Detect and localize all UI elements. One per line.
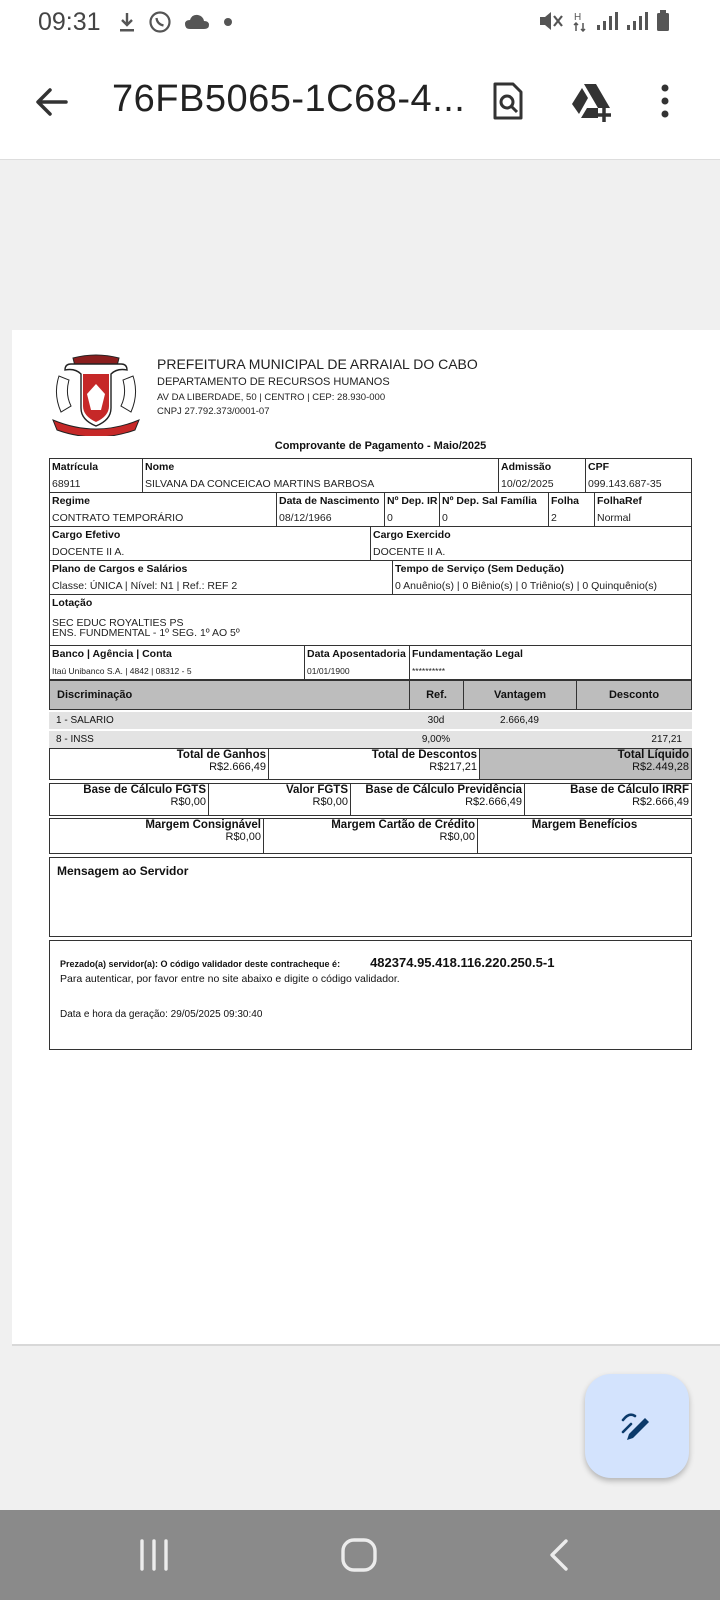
fundamentacao-value: ********** bbox=[412, 666, 446, 676]
org-name: PREFEITURA MUNICIPAL DE ARRAIAL DO CABO bbox=[157, 356, 478, 372]
col-ref: Ref. bbox=[410, 681, 464, 709]
cargo-efetivo-value: DOCENTE II A. bbox=[52, 546, 125, 558]
total-liquido-label: Total Líquido bbox=[617, 749, 689, 761]
prev-base-label: Base de Cálculo Previdência bbox=[365, 784, 522, 796]
generated-timestamp: Data e hora da geração: 29/05/2025 09:30:40 bbox=[60, 1009, 263, 1020]
system-nav-bar bbox=[0, 1510, 720, 1600]
item-desconto bbox=[576, 712, 692, 729]
lotacao-value-2: ENS. FUNDMENTAL - 1º SEG. 1º AO 5º bbox=[52, 627, 240, 639]
nome-label: Nome bbox=[145, 461, 175, 473]
dot-icon bbox=[222, 16, 234, 28]
fgts-valor-value: R$0,00 bbox=[312, 796, 348, 808]
back-arrow-icon[interactable] bbox=[30, 80, 74, 124]
document-header bbox=[49, 348, 692, 438]
app-toolbar bbox=[0, 46, 720, 160]
mute-icon bbox=[538, 10, 564, 32]
col-desconto: Desconto bbox=[608, 689, 660, 701]
matricula-label: Matrícula bbox=[52, 461, 99, 473]
margem-consig-value: R$0,00 bbox=[225, 831, 261, 843]
message-label: Mensagem ao Servidor bbox=[57, 864, 189, 878]
folharef-label: FolhaRef bbox=[597, 495, 642, 507]
dep-sal-label: Nº Dep. Sal Família bbox=[442, 495, 537, 507]
address: AV DA LIBERDADE, 50 | CENTRO | CEP: 28.930-000 bbox=[157, 392, 386, 403]
svg-text:H: H bbox=[574, 12, 582, 23]
aposentadoria-value: 01/01/1900 bbox=[307, 666, 350, 676]
payslip bbox=[49, 348, 692, 1050]
organization-info bbox=[157, 356, 478, 420]
search-document-icon[interactable] bbox=[485, 78, 531, 124]
lotacao-value-1: SEC EDUC ROYALTIES PS bbox=[52, 617, 184, 629]
status-bar bbox=[0, 0, 720, 46]
cpf-value: 099.143.687-35 bbox=[588, 478, 662, 490]
cpf-label: CPF bbox=[588, 461, 609, 473]
payslip-title: Comprovante de Pagamento - Maio/2025 bbox=[274, 440, 487, 452]
item-desc: 1 - SALARIO bbox=[56, 715, 114, 726]
home-icon[interactable] bbox=[335, 1535, 383, 1575]
tempo-value: 0 Anuênio(s) | 0 Biênio(s) | 0 Triênio(s) | 0 Quinquênio(s) bbox=[395, 580, 658, 592]
signal-icon-2 bbox=[626, 11, 648, 31]
matricula-value: 68911 bbox=[52, 478, 81, 490]
whatsapp-icon bbox=[148, 10, 172, 34]
aposentadoria-label: Data Aposentadoria bbox=[307, 648, 406, 660]
more-vert-icon[interactable] bbox=[655, 78, 675, 124]
add-to-drive-icon[interactable] bbox=[568, 78, 614, 124]
nome-value: SILVANA DA CONCEICAO MARTINS BARBOSA bbox=[145, 478, 375, 490]
pdf-page[interactable] bbox=[12, 330, 720, 1346]
signal-icon bbox=[596, 11, 618, 31]
banco-value: Itaú Unibanco S.A. | 4842 | 08312 - 5 bbox=[52, 666, 192, 676]
folha-label: Folha bbox=[551, 495, 579, 507]
col-vantagem: Vantagem bbox=[464, 681, 577, 709]
battery-icon bbox=[656, 10, 670, 32]
table-row bbox=[49, 712, 692, 729]
recent-apps-icon[interactable] bbox=[132, 1535, 176, 1575]
download-icon bbox=[118, 11, 136, 33]
banco-label: Banco | Agência | Conta bbox=[52, 648, 172, 660]
validator-intro: Prezado(a) servidor(a): O código validador deste contracheque é: bbox=[60, 959, 341, 969]
status-left-icons bbox=[118, 10, 234, 34]
admissao-label: Admissão bbox=[501, 461, 552, 473]
folharef-value: Normal bbox=[597, 512, 631, 524]
cargo-exercido-label: Cargo Exercido bbox=[373, 529, 451, 541]
plano-label: Plano de Cargos e Salários bbox=[52, 563, 188, 575]
dep-sal-value: 0 bbox=[442, 512, 448, 524]
margem-beneficios-label: Margem Benefícios bbox=[531, 819, 638, 831]
regime-value: CONTRATO TEMPORÁRIO bbox=[52, 512, 184, 524]
col-discriminacao: Discriminação bbox=[50, 681, 410, 709]
bases-row bbox=[49, 783, 692, 816]
total-liquido-value: R$2.449,28 bbox=[632, 761, 689, 773]
fgts-valor-label: Valor FGTS bbox=[286, 784, 348, 796]
cargo-efetivo-label: Cargo Efetivo bbox=[52, 529, 121, 541]
message-box bbox=[49, 857, 692, 937]
item-vantagem: 2.666,49 bbox=[500, 715, 539, 726]
irrf-base-value: R$2.666,49 bbox=[632, 796, 689, 808]
margem-consig-label: Margem Consignável bbox=[145, 819, 261, 831]
edit-pen-icon bbox=[619, 1408, 655, 1444]
margem-cartao-value: R$0,00 bbox=[439, 831, 475, 843]
cnpj: CNPJ 27.792.373/0001-07 bbox=[157, 406, 270, 417]
dep-ir-label: Nº Dep. IR bbox=[387, 495, 438, 507]
item-desc: 8 - INSS bbox=[56, 734, 94, 745]
table-row bbox=[49, 731, 692, 748]
cloud-icon bbox=[184, 13, 210, 31]
fundamentacao-label: Fundamentação Legal bbox=[412, 648, 523, 660]
employee-info-grid bbox=[49, 458, 692, 680]
dep-ir-value: 0 bbox=[387, 512, 393, 524]
nascimento-label: Data de Nascimento bbox=[279, 495, 380, 507]
totals-row bbox=[49, 748, 692, 780]
fgts-base-label: Base de Cálculo FGTS bbox=[83, 784, 206, 796]
coat-of-arms-logo bbox=[51, 354, 141, 436]
total-descontos-label: Total de Descontos bbox=[371, 749, 477, 761]
margem-cartao-label: Margem Cartão de Crédito bbox=[331, 819, 475, 831]
cargo-exercido-value: DOCENTE II A. bbox=[373, 546, 446, 558]
status-right-icons bbox=[538, 10, 670, 32]
plano-value: Classe: ÚNICA | Nível: N1 | Ref.: REF 2 bbox=[52, 580, 238, 592]
discriminacao-header bbox=[49, 680, 692, 710]
admissao-value: 10/02/2025 bbox=[501, 478, 554, 490]
total-ganhos-label: Total de Ganhos bbox=[176, 749, 266, 761]
regime-label: Regime bbox=[52, 495, 90, 507]
validator-code: 482374.95.418.116.220.250.5-1 bbox=[370, 955, 555, 970]
document-title: 76FB5065-1C68-4... bbox=[112, 78, 466, 120]
lotacao-label: Lotação bbox=[52, 597, 93, 609]
item-vantagem bbox=[463, 731, 576, 748]
tempo-label: Tempo de Serviço (Sem Dedução) bbox=[395, 563, 565, 575]
total-ganhos-value: R$2.666,49 bbox=[209, 761, 266, 773]
back-icon[interactable] bbox=[538, 1535, 582, 1575]
item-ref: 9,00% bbox=[421, 734, 451, 745]
annotate-button[interactable] bbox=[585, 1374, 689, 1478]
data-icon bbox=[572, 10, 588, 32]
item-ref: 30d bbox=[427, 715, 445, 726]
fgts-base-value: R$0,00 bbox=[170, 796, 206, 808]
margens-row bbox=[49, 818, 692, 854]
folha-value: 2 bbox=[551, 512, 557, 524]
validator-instructions: Para autenticar, por favor entre no site abaixo e digite o código validador. bbox=[60, 973, 400, 985]
prev-base-value: R$2.666,49 bbox=[465, 796, 522, 808]
validator-box bbox=[49, 940, 692, 1050]
total-descontos-value: R$217,21 bbox=[429, 761, 477, 773]
department: DEPARTAMENTO DE RECURSOS HUMANOS bbox=[157, 376, 390, 388]
nascimento-value: 08/12/1966 bbox=[279, 512, 332, 524]
item-desconto: 217,21 bbox=[651, 734, 682, 745]
irrf-base-label: Base de Cálculo IRRF bbox=[570, 784, 689, 796]
status-time: 09:31 bbox=[38, 8, 101, 36]
